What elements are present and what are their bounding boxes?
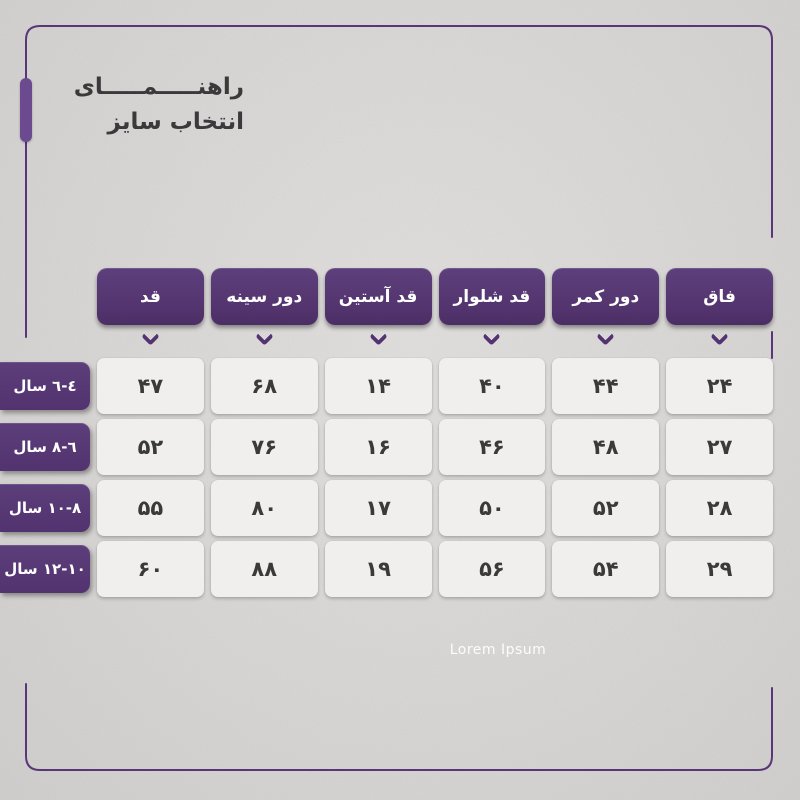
size-grid [97, 358, 773, 597]
page-title-line2: انتخاب سایز [107, 109, 244, 135]
size-cell: ۵۶ [439, 541, 546, 597]
age-label-column [0, 358, 90, 597]
size-cell: ۱۹ [325, 541, 432, 597]
size-cell: ۲۴ [666, 358, 773, 414]
column-header: قد شلوار [439, 268, 546, 325]
size-cell: ۴۶ [439, 419, 546, 475]
column-header: فاق [666, 268, 773, 325]
size-cell: ۱۷ [325, 480, 432, 536]
header-col [97, 268, 204, 343]
age-row-label: ٨-١٠ سال [0, 484, 90, 532]
size-cell: ۸۸ [211, 541, 318, 597]
header-col [325, 268, 432, 343]
accent-pill [20, 78, 32, 142]
footer-watermark: Lorem Ipsum [449, 642, 547, 658]
page-title [73, 70, 244, 140]
size-cell: ۸۰ [211, 480, 318, 536]
age-row-label: ٤-٦ سال [0, 362, 90, 410]
header-col [439, 268, 546, 343]
size-cell: ۵۲ [97, 419, 204, 475]
chevron-down-icon [710, 327, 728, 345]
size-cell: ۵۴ [552, 541, 659, 597]
age-row-label: ١٠-١٢ سال [0, 545, 90, 593]
column-header: دور سینه [211, 268, 318, 325]
size-cell: ۱۶ [325, 419, 432, 475]
column-header: قد آستین [325, 268, 432, 325]
column-header: قد [97, 268, 204, 325]
size-cell: ۷۶ [211, 419, 318, 475]
header-col [211, 268, 318, 343]
size-cell: ۶۸ [211, 358, 318, 414]
chevron-down-icon [483, 327, 501, 345]
size-cell: ۵۵ [97, 480, 204, 536]
chevron-down-icon [141, 327, 159, 345]
size-cell: ۴۷ [97, 358, 204, 414]
chevron-down-icon [369, 327, 387, 345]
size-cell: ۲۸ [666, 480, 773, 536]
page-title-line1: راهنـــــمـــــای [73, 74, 244, 100]
chevron-down-icon [597, 327, 615, 345]
header-col [552, 268, 659, 343]
age-row-label: ٦-٨ سال [0, 423, 90, 471]
column-header: دور کمر [552, 268, 659, 325]
header-col [666, 268, 773, 343]
size-cell: ۴۰ [439, 358, 546, 414]
size-cell: ۵۰ [439, 480, 546, 536]
size-cell: ۶۰ [97, 541, 204, 597]
size-cell: ۲۷ [666, 419, 773, 475]
header-row [97, 268, 773, 343]
size-cell: ۴۴ [552, 358, 659, 414]
size-cell: ۴۸ [552, 419, 659, 475]
chevron-down-icon [255, 327, 273, 345]
size-cell: ۱۴ [325, 358, 432, 414]
size-cell: ۲۹ [666, 541, 773, 597]
size-cell: ۵۲ [552, 480, 659, 536]
